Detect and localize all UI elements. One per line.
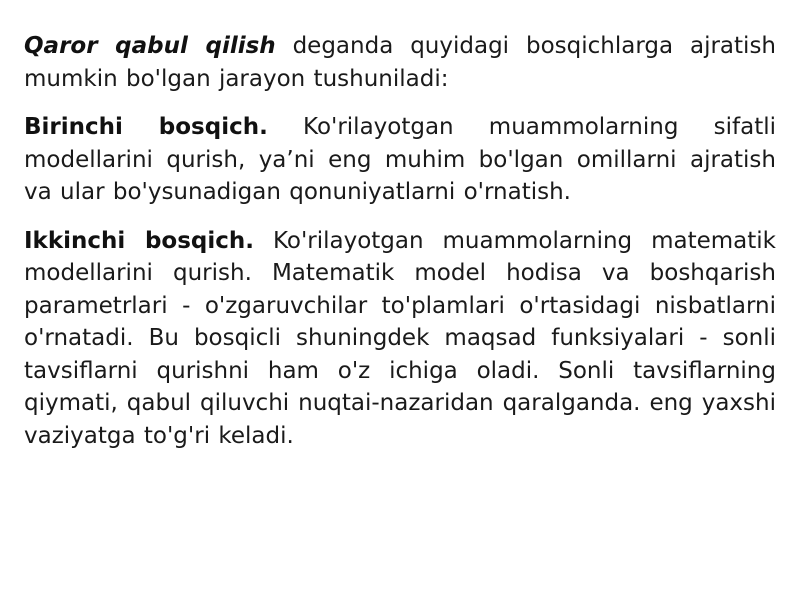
second-stage-text: Ko'rilayotgan muammolarning matematik modellarini qurish. Matematik model hodisa va boshqarish parametrlari - o'zgaruvchilar to'plamlari o'rtasidagi nisbatlarni o'rnatadi. Bu bosqicli shuningdek maqsad funksiyalari - sonli tavsiflarni qurishni ham o'z ichiga oladi. Sonli tavsiflarning qiymati, qabul qiluvchi nuqtai-nazaridan qaralganda. eng yaxshi vaziyatga to'g'ri keladi. [24, 227, 776, 449]
paragraph-definition [24, 30, 776, 95]
first-stage-text: Ko'rilayotgan muammolarning sifatli modellarini qurish, ya’ni eng muhim bo'lgan omillarni ajratish va ular bo'ysunadigan qonuniyatlarni o'rnatish. [24, 114, 776, 205]
paragraph-second-stage [24, 225, 776, 453]
first-stage-heading: Birinchi bosqich. [24, 114, 268, 140]
definition-term: Qaror qabul qilish [24, 33, 276, 59]
document-page [24, 30, 776, 466]
paragraph-first-stage [24, 111, 776, 209]
second-stage-heading: Ikkinchi bosqich. [24, 227, 254, 254]
definition-text: deganda quyidagi bosqichlarga ajratish mumkin bo'lgan jarayon tushuniladi: [24, 33, 776, 92]
